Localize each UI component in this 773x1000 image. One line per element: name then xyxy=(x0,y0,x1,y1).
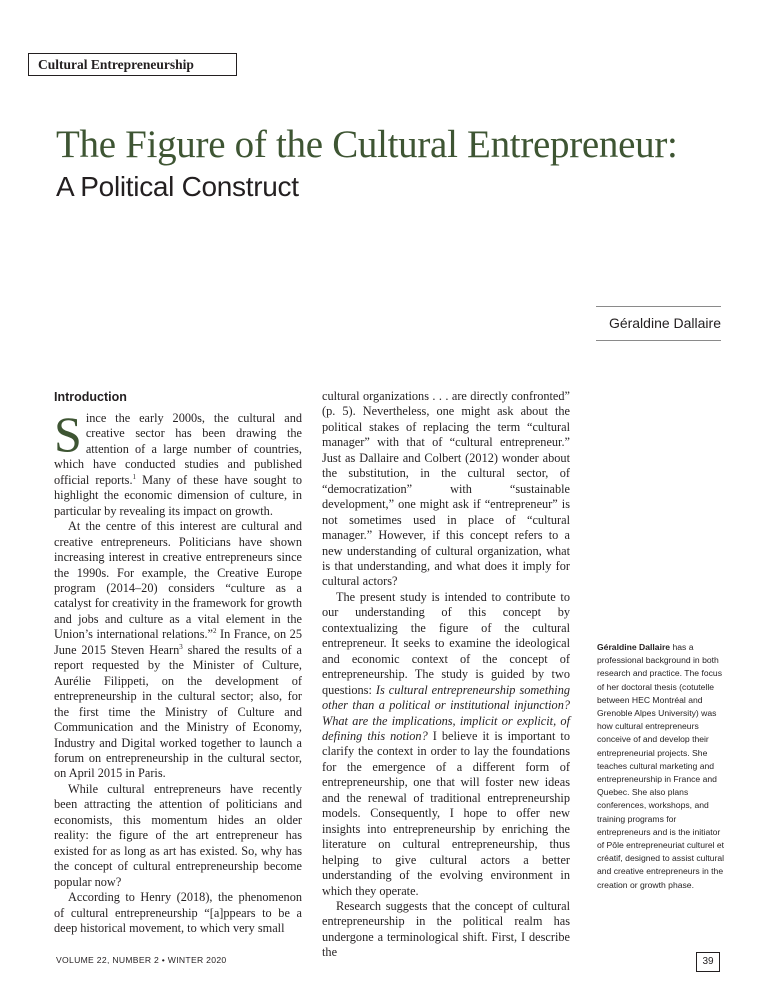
paragraph xyxy=(54,406,303,519)
author-name: Géraldine Dallaire xyxy=(608,315,721,331)
author-rule-top xyxy=(596,306,721,307)
page-number: 39 xyxy=(696,952,720,972)
bio-name: Géraldine Dallaire xyxy=(597,642,671,652)
intro-heading: Introduction xyxy=(54,390,127,404)
paragraph-text: shared the results of a report requested by the Minister of Culture, Aurélie Filippeti, on the development of entrepreneurship in the cultural sector; also, for the first time the Ministry of Culture and Communication and the Ministry of Economy, Industry and Digital worked together to launch a forum on entrepreneurship in the cultural sector, on April 2015 in Paris. xyxy=(54,642,302,781)
column-left xyxy=(54,389,302,936)
paragraph: According to Henry (2018), the phenomenon of cultural entrepreneurship “[a]ppears to be a deep historical movement, to which very small xyxy=(54,890,302,935)
footnote-ref: 3 xyxy=(179,642,183,651)
article-title: The Figure of the Cultural Entrepreneur: xyxy=(56,123,678,166)
footnote-ref: 2 xyxy=(213,627,217,636)
section-tag: Cultural Entrepreneurship xyxy=(28,53,237,76)
drop-cap: S xyxy=(54,406,82,462)
bio-text: has a professional background in both research and practice. The focus of her doctoral thesis (cotutelle between HEC Montréal and Grenoble Alpes University) was how cultural entrepreneurs conceive of and develop their entrepreneurial projects. She teaches cultural marketing and entrepreneurship in France and Quebec. She also plans conferences, workshops, and training programs for entrepreneurs and is the initiator of Pôle entrepreneuriat culturel et créatif, designed to assist cultural and creative entrepreneurs in the creation or growth phase. xyxy=(597,642,725,890)
paragraph-text: At the centre of this interest are cultural and creative entrepreneurs. Politicians have shown increasing interest in creative entrepreneurs since the 1990s. For example, the Creative Europe program (2014–20) considers “culture as a catalyst for creativity in the framework for growth and jobs and culture as a vital element in the Union’s international relations.” xyxy=(54,519,302,642)
author-bio xyxy=(597,641,725,892)
journal-footer: VOLUME 22, NUMBER 2 • WINTER 2020 xyxy=(56,955,227,965)
research-questions: Is cultural entrepreneurship something other than a political or institutional injunction? What are the implications, implicit or explicit, of defining this notion? xyxy=(322,682,570,743)
paragraph: cultural organizations . . . are directly confronted” (p. 5). Nevertheless, one might ask about the political stakes of replacing the term “cultural manager” with that of “cultural entrepreneur.” Just as Dallaire and Colbert (2012) wonder about the substitution, in the cultural sector, of “democratization” with “sustainable development,” one might ask if “entrepreneur” is not sometimes used in place of “cultural manager.” However, if this concept refers to a new understanding of cultural organization, what is that understanding, and what does it imply for cultural actors? xyxy=(322,389,570,589)
paragraph-text: In France, on 25 June 2015 Steven Hearn xyxy=(54,627,302,657)
paragraph xyxy=(322,590,570,899)
paragraph-text: The present study is intended to contribute to our understanding of this concept by contextualizing the figure of the cultural entrepreneur. It seeks to examine the ideological and economic context of the concept of entrepreneurship. The study is guided by two questions: xyxy=(322,589,570,697)
author-rule-bottom xyxy=(596,340,721,341)
paragraph-text: Many of these have sought to highlight the economic dimension of culture, in particular by revealing its impact on growth. xyxy=(54,472,303,518)
column-middle xyxy=(322,389,570,961)
article-subtitle: A Political Construct xyxy=(56,171,299,202)
paragraph xyxy=(54,519,302,782)
paragraph: Research suggests that the concept of cultural entrepreneurship in the political realm has undergone a terminological shift. First, I describe the xyxy=(322,898,570,960)
footnote-ref: 1 xyxy=(132,472,137,481)
paragraph: While cultural entrepreneurs have recently been attracting the attention of politicians and economists, this momentum hides an older reality: the figure of the art entrepreneur has existed for as long as art has existed. So, why has the concept of cultural entrepreneurship become popular now? xyxy=(54,781,302,889)
paragraph-text: ince the early 2000s, the cultural and creative sector has been drawing the attention of a large number of countries, which have conducted studies and published official reports. xyxy=(54,411,302,487)
paragraph-text: I believe it is important to clarify the context in order to lay the foundations for the emergence of a different form of entrepreneurship, one that will foster new ideas and the renewal of traditional entrepreneurship models. Consequently, I hope to offer new insights into entrepreneurship by enriching the literature on cultural entrepreneurship, thus helping to give cultural actors a better understanding of the evolving environment in which they operate. xyxy=(322,728,570,898)
